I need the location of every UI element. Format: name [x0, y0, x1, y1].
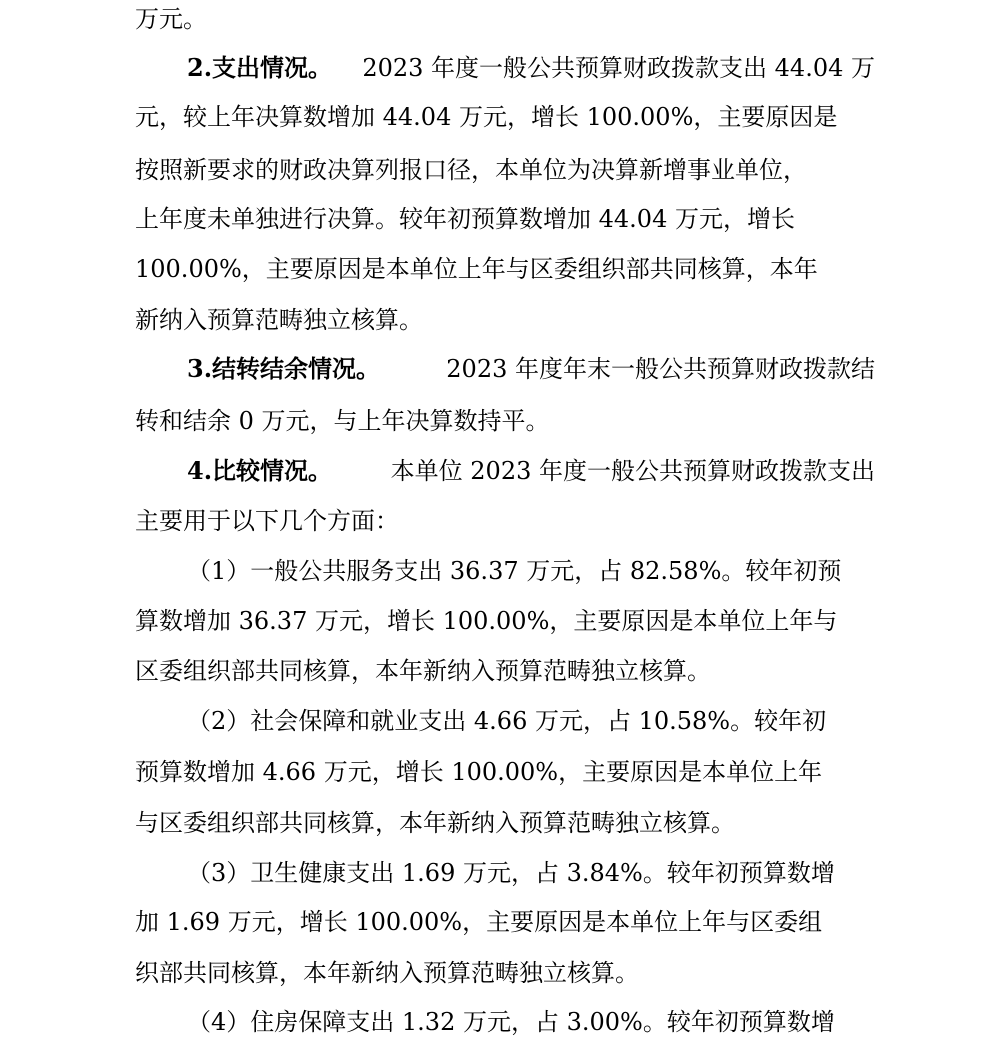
line-text: 主要用于以下几个方面：	[135, 507, 399, 535]
line-text: 算数增加 36.37 万元，增长 100.00%，主要原因是本单位上年与	[135, 607, 838, 635]
paragraph-line	[135, 102, 875, 132]
line-text: 新纳入预算范畴独立核算。	[135, 306, 423, 334]
paragraph-line	[187, 706, 875, 736]
paragraph-line	[135, 254, 875, 284]
section-heading-comparison: 4.比较情况。	[187, 456, 333, 485]
paragraph-line	[187, 354, 875, 384]
paragraph-line	[135, 4, 875, 34]
line-text: 转和结余 0 万元，与上年决算数持平。	[135, 407, 550, 435]
line-text: 预算数增加 4.66 万元，增长 100.00%，主要原因是本单位上年	[135, 758, 823, 786]
paragraph-line	[187, 556, 875, 586]
paragraph-line	[135, 958, 875, 988]
paragraph-line	[187, 456, 875, 486]
line-text: 上年度未单独进行决算。较年初预算数增加 44.04 万元，增长	[135, 205, 795, 233]
line-text: 按照新要求的财政决算列报口径，本单位为决算新增事业单位，	[135, 156, 807, 184]
paragraph-line	[187, 53, 875, 83]
paragraph-line	[135, 606, 875, 636]
line-text: 2023 年度年末一般公共预算财政拨款结	[446, 355, 875, 383]
line-text: 与区委组织部共同核算，本年新纳入预算范畴独立核算。	[135, 809, 735, 837]
paragraph-line	[135, 506, 875, 536]
paragraph-line	[187, 1007, 875, 1037]
line-text: （2）社会保障和就业支出 4.66 万元，占 10.58%。较年初	[187, 707, 827, 735]
line-text: 织部共同核算，本年新纳入预算范畴独立核算。	[135, 959, 639, 987]
line-text: 加 1.69 万元，增长 100.00%，主要原因是本单位上年与区委组	[135, 908, 823, 936]
line-text: （3）卫生健康支出 1.69 万元，占 3.84%。较年初预算数增	[187, 859, 835, 887]
line-text: （4）住房保障支出 1.32 万元，占 3.00%。较年初预算数增	[187, 1008, 835, 1036]
line-text: 本单位 2023 年度一般公共预算财政拨款支出	[390, 457, 875, 485]
line-text: 区委组织部共同核算，本年新纳入预算范畴独立核算。	[135, 657, 711, 685]
line-text: 2023 年度一般公共预算财政拨款支出 44.04 万	[362, 54, 875, 82]
paragraph-line	[135, 907, 875, 937]
paragraph-line	[135, 155, 875, 185]
paragraph-line	[135, 204, 875, 234]
paragraph-line	[135, 757, 875, 787]
line-text: 100.00%，主要原因是本单位上年与区委组织部共同核算，本年	[135, 255, 818, 283]
line-text: 万元。	[135, 5, 207, 33]
line-text: （1）一般公共服务支出 36.37 万元，占 82.58%。较年初预	[187, 557, 842, 585]
paragraph-line	[135, 808, 875, 838]
section-heading-carryover: 3.结转结余情况。	[187, 354, 381, 383]
line-text: 元，较上年决算数增加 44.04 万元，增长 100.00%，主要原因是	[135, 103, 838, 131]
paragraph-line	[135, 406, 875, 436]
paragraph-line	[135, 305, 875, 335]
section-heading-expenditure: 2.支出情况。	[187, 53, 333, 82]
paragraph-line	[135, 656, 875, 686]
paragraph-line	[187, 858, 875, 888]
